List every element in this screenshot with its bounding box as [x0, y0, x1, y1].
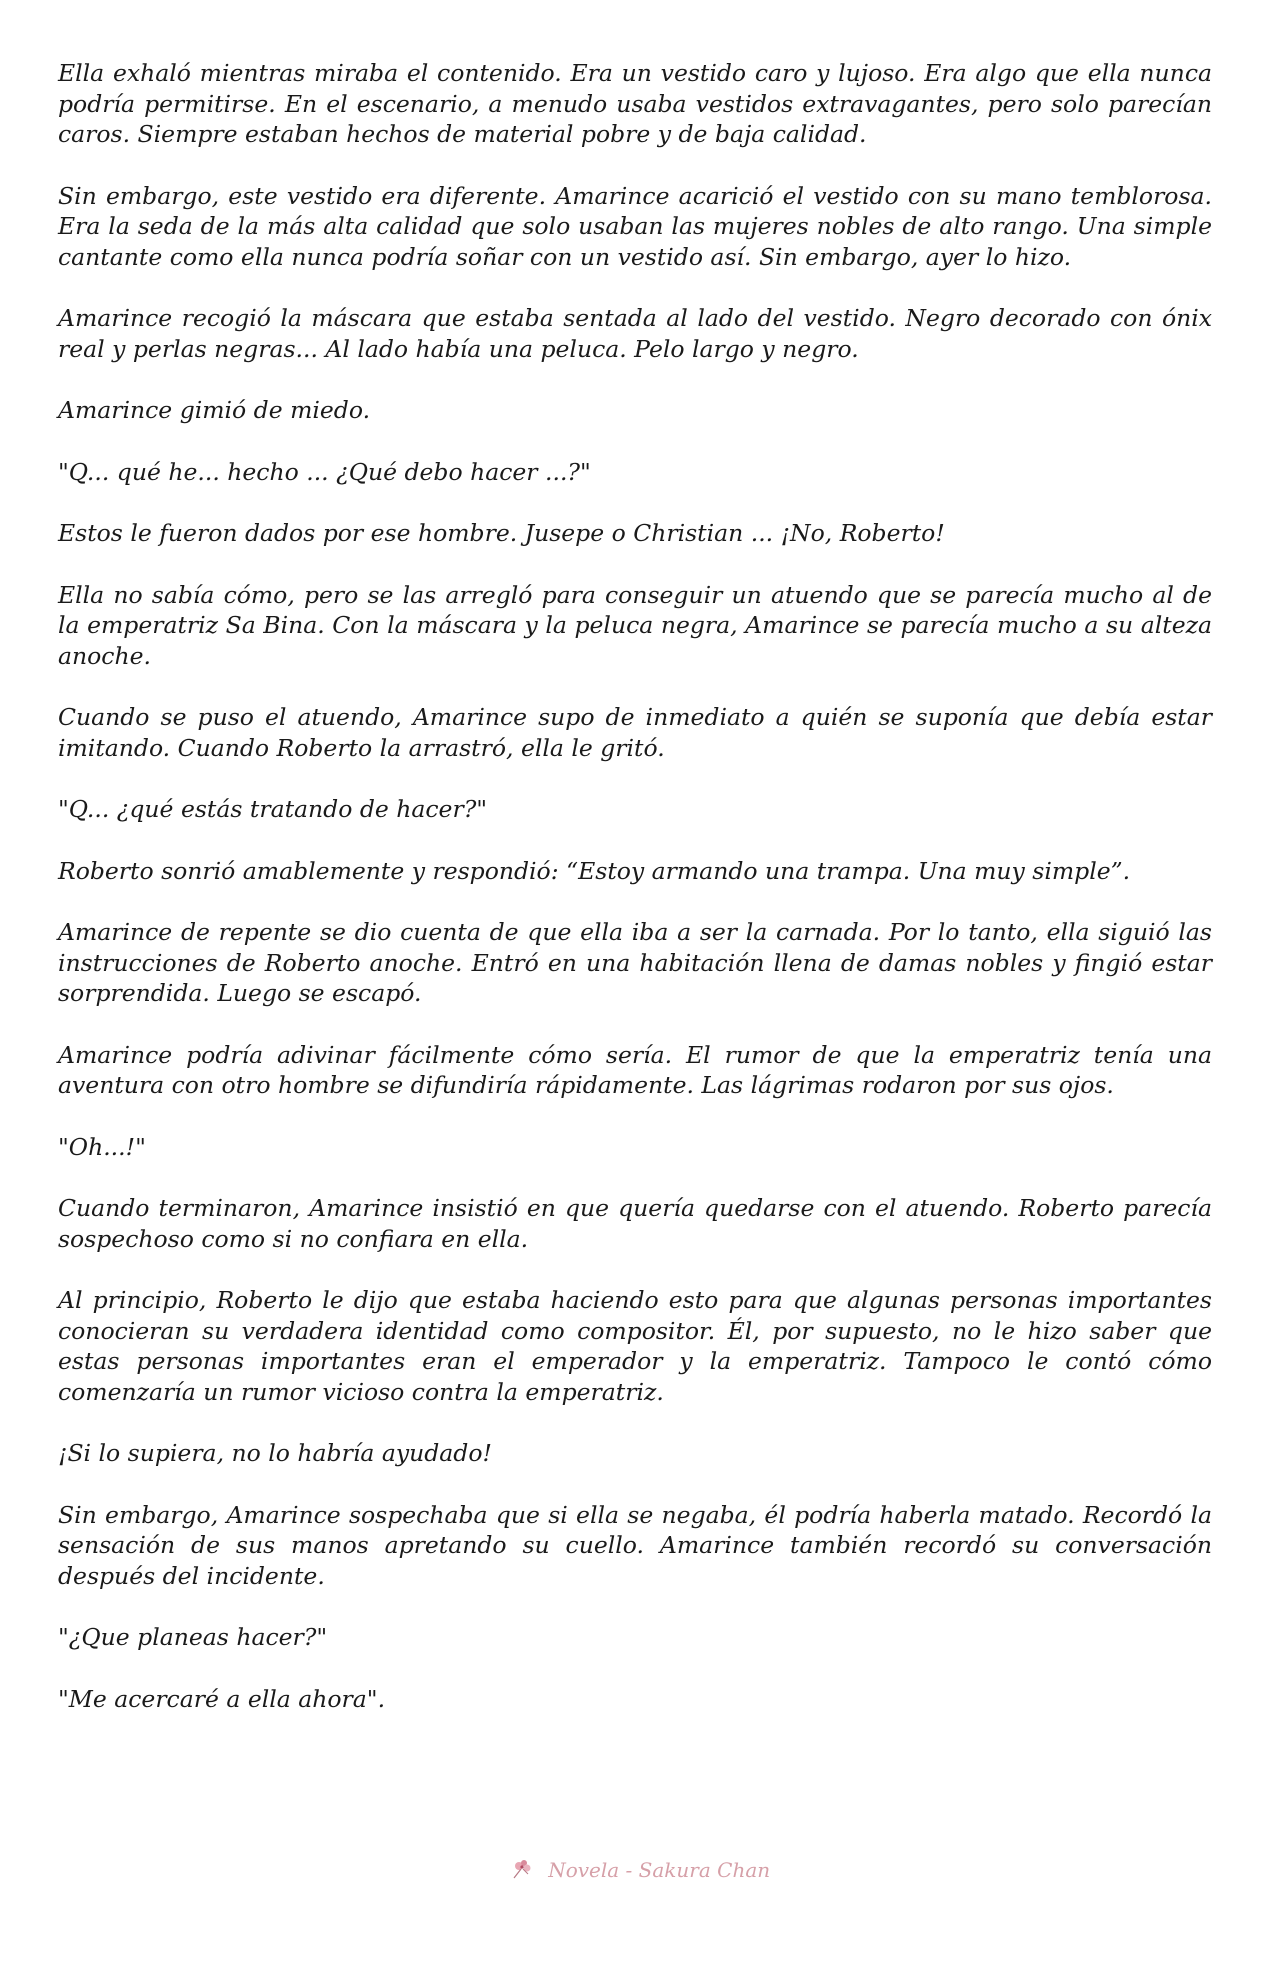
footer-text: Novela - Sakura Chan	[548, 1858, 771, 1882]
paragraph: Cuando se puso el atuendo, Amarince supo de inmediato a quién se suponía que debía estar imitando. Cuando Roberto la arrastró, ella le gritó.	[58, 703, 1212, 762]
paragraph: "Oh...!"	[58, 1132, 146, 1161]
paragraph: "Q... qué he... hecho ... ¿Qué debo hacer ...?"	[58, 457, 591, 486]
paragraph: Amarince gimió de miedo.	[58, 396, 371, 424]
document-body	[58, 58, 1212, 1745]
paragraph: Estos le fueron dados por ese hombre. Jusepe o Christian ... ¡No, Roberto!	[58, 519, 945, 547]
paragraph: Amarince recogió la máscara que estaba sentada al lado del vestido. Negro decorado con ónix real y perlas negras... Al lado había una peluca. Pelo largo y negro.	[58, 304, 1212, 363]
paragraph: Ella no sabía cómo, pero se las arregló para conseguir un atuendo que se parecía mucho al de la emperatriz Sa Bina. Con la máscara y la peluca negra, Amarince se parecía mucho a su alteza anoche.	[58, 580, 1212, 670]
paragraph: Roberto sonrió amablemente y respondió: “Estoy armando una trampa. Una muy simple”.	[58, 856, 1131, 885]
paragraph: Ella exhaló mientras miraba el contenido. Era un vestido caro y lujoso. Era algo que ella nunca podría permitirse. En el escenario, a menudo usaba vestidos extravagantes, pero solo parecían caros. Siempre estaban hechos de material pobre y de baja calidad.	[58, 59, 1212, 148]
paragraph: "Q... ¿qué estás tratando de hacer?"	[58, 795, 488, 823]
paragraph: Sin embargo, Amarince sospechaba que si ella se negaba, él podría haberla matado. Recordó la sensación de sus manos apretando su cuello. Amarince también recordó su conversación después del incidente.	[58, 1500, 1212, 1590]
footer-watermark	[0, 1858, 1280, 1885]
paragraph: Amarince podría adivinar fácilmente cómo sería. El rumor de que la emperatriz tenía una aventura con otro hombre se difundiría rápidamente. Las lágrimas rodaron por sus ojos.	[58, 1040, 1212, 1099]
paragraph: "¿Que planeas hacer?"	[58, 1623, 328, 1651]
paragraph: Cuando terminaron, Amarince insistió en que quería quedarse con el atuendo. Roberto parecía sospechoso como si no confiara en ella.	[58, 1194, 1212, 1253]
paragraph: Amarince de repente se dio cuenta de que ella iba a ser la carnada. Por lo tanto, ella siguió las instrucciones de Roberto anoche. Entró en una habitación llena de damas nobles y fingió estar sorprendida. Luego se escapó.	[58, 918, 1212, 1007]
paragraph: Sin embargo, este vestido era diferente. Amarince acarició el vestido con su mano temblorosa. Era la seda de la más alta calidad que solo usaban las mujeres nobles de alto rango. Una simple cantante como ella nunca podría soñar con un vestido así. Sin embargo, ayer lo hizo.	[58, 181, 1212, 271]
paragraph: ¡Si lo supiera, no lo habría ayudado!	[58, 1439, 492, 1467]
paragraph: Al principio, Roberto le dijo que estaba haciendo esto para que algunas personas importantes conocieran su verdadera identidad como compositor. Él, por supuesto, no le hizo saber que estas personas importantes eran el emperador y la emperatriz. Tampoco le contó cómo comenzaría un rumor vicioso contra la emperatriz.	[58, 1286, 1212, 1406]
paragraph: "Me acercaré a ella ahora".	[58, 1684, 386, 1713]
sakura-flower-icon	[510, 1858, 536, 1885]
